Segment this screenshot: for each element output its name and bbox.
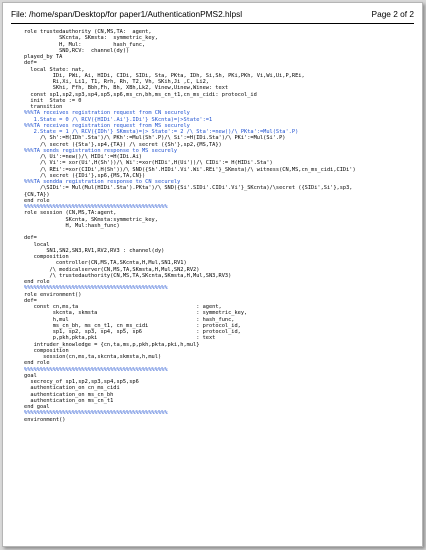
code-line: transition [24,104,63,110]
code-line: SKcnta, SKmsta: symmetric_key, [24,35,158,42]
transition-line: 1.State = 0 /\ RCV({HIDi'.Ai'}.IDi'} SKcnta)=|>State':=1 [24,116,213,123]
separator-line: %%%%%%%%%%%%%%%%%%%%%%%%%%%%%%%%%%%%%%%%%%%%% [24,285,168,292]
code-line: /\ secret ({Sta'},sp4,{TA}) /\ secret ({Sh'},sp2,{MS,TA}) [24,141,222,148]
code-line: SKhi, Ffh, Bbh,Fh, Bh, XBh,Lk2, Vinew,Uinew,Winew: text [24,85,229,92]
code-line: controller(CN,MS,TA,SKcnta,H,Mul,SN1,RV1) [24,260,187,267]
code-line: SND,RCV: channel(dy)) [24,47,130,54]
code-line: local State: nat, [24,66,85,73]
code-line: {CN,TA}) [24,191,50,198]
code-line: /\ Sh':=H(IDh'.Sta')/\ PKh':=Mul(Sh'.P)/\ Si':=H(IDi.Sta')/\ PKi':=Mul(Si'.P) [24,135,286,142]
code-line: authentication_on ms_cn_t1 [24,397,114,404]
code-line: /\ REi':=xor(CIDi',H(Sh'))/\ SND({Sh'.HIDi'.Vi'.Wi'.REi'}_SKmsta)/\ witness(CN,MS,cn_ms_cidi,CIDi') [24,166,356,173]
transition-line: 2.State = 1 /\ RCV({IDh'} SKmsta)=|> State':= 2 /\ Sta':=new()/\ PKta':=Mul(Sta'.P) [24,129,299,135]
comment-line: %%%TA sendda registration response to CN securely [24,179,181,185]
code-line: def= [24,235,37,242]
code-line: role environment() [24,291,82,298]
code-line: end goal [24,404,50,410]
file-path-label: File: /home/span/Desktop/for paper1/AuthenticationPMS2.hlpsl [11,9,243,19]
code-line: goal [24,372,37,379]
code-line: h,mul : hash_func, [24,316,235,323]
page-number-label: Page 2 of 2 [371,9,414,19]
code-line: role trustedauthority (CN,MS,TA: agent, [24,29,152,35]
code-line: /\ Ui':=new()/\ HIDi':=H(IDi.Ai) [24,154,142,160]
code-line: /\ secret ({IDi'},sp6,{MS,TA,CN}) [24,172,146,179]
code-line: end role [24,360,50,367]
code-line: def= [24,60,37,67]
code-line: played_by TA [24,54,63,60]
code-line: H, Mul: hash_func, [24,41,146,48]
separator-line: %%%%%%%%%%%%%%%%%%%%%%%%%%%%%%%%%%%%%%%%%%%%% [24,410,168,417]
code-line: const sp1,sp2,sp3,sp4,sp5,sp6,ms_cn,bh,ms_cn_t1,cn_ms_cidi: protocol_id [24,91,257,98]
code-line: def= [24,297,37,304]
code-line: local [24,241,50,248]
code-line: p,pkh,pkta,pki : text [24,335,216,342]
code-line: end role [24,197,50,204]
code-line: role session (CN,MS,TA:agent, [24,210,117,217]
code-line: /\ medicalserver(CN,MS,TA,SKmsta,H,Mul,SN2,RV2) [24,266,200,273]
code-line: end role [24,279,50,285]
code-line: ms_cn_bh, ms_cn_t1, cn_ms_cidi : protocol_id, [24,322,241,329]
code-line: H, Mul:hash_func) [24,222,120,229]
code-line: composition [24,347,69,354]
comment-line: %%%TA receives registration request from MS securely [24,122,190,129]
comment-line: %%%TA receives registration request from CN securely [24,110,190,117]
code-line: skcnta, skmsta : symmetric_key, [24,310,248,317]
code-line: session(cn,ms,ta,skcnta,skmsta,h,mul) [24,354,162,360]
code-line: sp1, sp2, sp3, sp4, sp5, sp6 : protocol_id, [24,329,241,335]
code-line: SN1,SN2,SN3,RV1,RV2,RV3 : channel(dy) [24,247,165,254]
code-line: const cn,ms,ta : agent, [24,304,222,310]
code-line: SKcnta, SKmsta:symmetric_key, [24,216,158,223]
code-line: composition [24,254,69,260]
code-line: intruder_knowledge = {cn,ta,ms,p,pkh,pkta,pki,h,mul} [24,341,200,348]
code-line: /\SIDi':= Mul(Mul(HIDi'.Sta').PKta')/\ SND({Si'.SIDi'.CIDi'.Vi'}_SKcnta)/\secret ({SIDi',Si'},sp3, [24,185,353,192]
code-line: authentication_on ms_cn_bh [24,391,114,398]
separator-line: %%%%%%%%%%%%%%%%%%%%%%%%%%%%%%%%%%%%%%%%%%%%% [24,366,168,373]
code-line: secrecy_of sp1,sp2,sp3,sp4,sp5,sp6 [24,379,139,385]
code-line: IDi, PWi, Ai, HIDi, CIDi, SIDi, Sta, PKta, IDh, Si,Sh, PKi,PKh, Vi,Wi,Ui,P,REi, [24,72,305,79]
code-line: environment() [24,416,66,423]
code-line: authentication_on cn_ms_cidi [24,385,120,392]
separator-line: %%%%%%%%%%%%%%%%%%%%%%%%%%%%%%%%%%%%%%%%%%%%% [24,204,168,210]
comment-line: %%%TA sends registration response to MS securely [24,147,178,154]
code-line: init State := 0 [24,97,82,104]
code-line: /\ trustedauthority(CN,MS,TA,SKcnta,SKmsta,H,Mul,SN3,RV3) [24,272,232,279]
code-line: /\ Vi':= xor(Ui',H(Sh'))/\ Wi':=xor(HIDi',H(Ui'))/\ CIDi':= H(HIDi'.Sta') [24,160,273,167]
code-listing [24,29,418,423]
page-header [11,7,414,24]
document-page [2,2,423,547]
code-line: Ri,Xi, Li1, T1, Rrh, Rh, T2, Vh, SKih,Ji ,C, Li2, [24,79,209,85]
